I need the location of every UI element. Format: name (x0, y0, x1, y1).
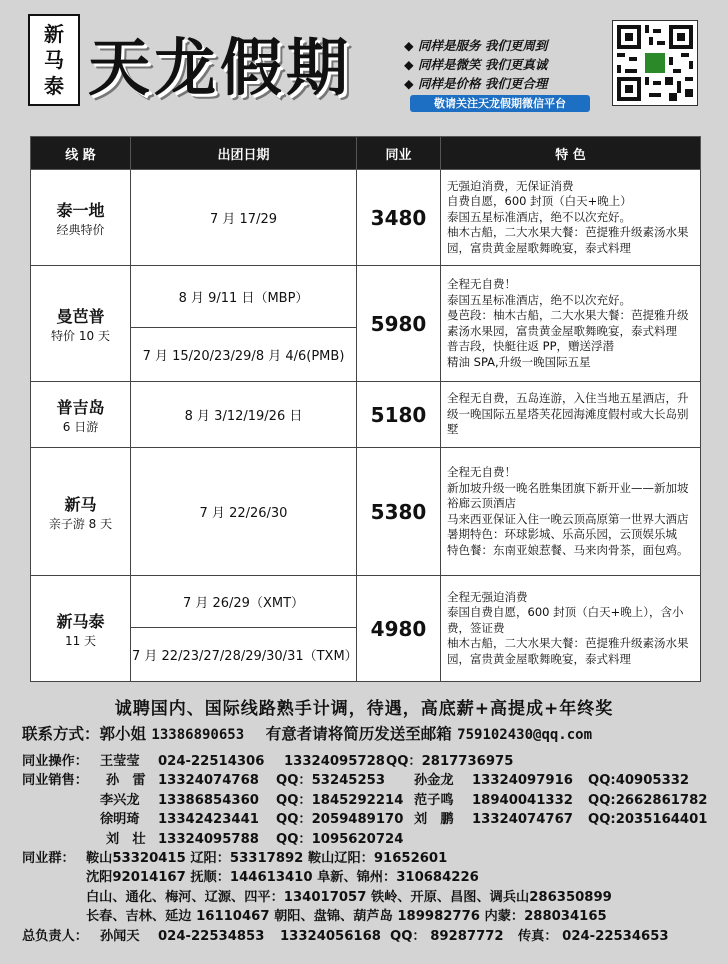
route-cell (31, 382, 131, 448)
sales-mobile: 13324074767 (472, 812, 573, 828)
sales-name: 刘 鹏 (414, 812, 454, 828)
route-subtitle: 11 天 (64, 633, 97, 648)
price-cell: 4980 (357, 576, 441, 682)
contact-email-label: 有意者请将简历发送至邮箱 (265, 725, 452, 743)
route-cell (31, 266, 131, 382)
table-row (31, 382, 701, 448)
features-text: 全程无自费！ 新加坡升级一晚名胜集团旗下新开业——新加坡裕廊云顶酒店 马来西亚保证入住一晚云顶高原第一世界大酒店 暑期特色：环球影城、乐高乐园，云顶娱乐城 特色餐：东南亚娘惹餐、马来肉骨茶，面包鸡。 (447, 465, 689, 557)
route-name: 新马 (64, 494, 97, 514)
price-cell: 5980 (357, 266, 441, 382)
chief-qq: QQ： 89287772 (390, 928, 504, 944)
features-text: 无强迫消费，无保证消费 自费自愿，600 封顶（白天+晚上） 泰国五星标准酒店，绝不以次充好。 柚木古船，二大水果大餐：芭提雅升级素汤水果园，富贵黄金屋歌舞晚宴，泰式料理 (447, 178, 689, 255)
route-subtitle: 经典特价 (56, 222, 105, 237)
sales-row (22, 830, 717, 849)
sales-qq: QQ：2059489170 (276, 812, 404, 828)
features-cell (441, 382, 701, 448)
sales-row (22, 810, 717, 829)
sales-qq: QQ:2662861782 (588, 792, 708, 808)
route-table (30, 136, 701, 682)
route-cell (31, 170, 131, 266)
route-name: 泰一地 (56, 200, 105, 220)
route-subtitle: 特价 10 天 (51, 328, 110, 343)
qr-code-icon (612, 20, 698, 106)
sales-name: 刘 壮 (106, 831, 146, 847)
route-cell (31, 576, 131, 682)
page-title: 天龙假期 (88, 31, 353, 104)
contact-directory (22, 752, 717, 946)
col-header-dates: 出团日期 (131, 137, 357, 170)
ops-mobile: 13324095728 (284, 754, 385, 769)
sales-mobile: 18940041332 (472, 792, 573, 808)
sales-mobile: 13324095788 (158, 831, 259, 847)
groups-row (22, 868, 717, 887)
slogans (404, 36, 604, 93)
col-header-features: 特 色 (441, 137, 701, 170)
slogan: ◆ 同样是价格 我们更合理 (404, 74, 604, 93)
sales-row (22, 791, 717, 810)
sales-name: 徐明琦 (100, 812, 140, 828)
sales-qq: QQ:40905332 (588, 773, 690, 789)
ops-row (22, 752, 717, 771)
recruitment-banner: 诚聘国内、国际线路熟手计调，待遇，高底薪+高提成+年终奖 (114, 699, 614, 719)
features-cell (441, 266, 701, 382)
groups-row (22, 888, 717, 907)
route-subtitle: 亲子游 8 天 (48, 516, 113, 531)
date-cell: 7 月 22/26/30 (131, 448, 357, 576)
price-cell: 3480 (357, 170, 441, 266)
features-text: 全程无强迫消费 泰国自费自愿，600 封顶（白天+晚上），含小费，签证费 柚木古船，二大水果大餐：芭提雅升级素汤水果园，富贵黄金屋歌舞晚宴，泰式料理 (447, 589, 689, 666)
groups-row (22, 907, 717, 926)
sales-mobile: 13324097916 (472, 773, 573, 789)
sales-name: 范子鸣 (414, 792, 454, 808)
ops-qq: QQ：2817736975 (386, 754, 514, 769)
ops-label: 同业操作： (22, 754, 88, 769)
chief-name: 孙闻天 (100, 928, 140, 944)
group-list: 白山、通化、梅河、辽源、四平：134017057 铁岭、开原、昌图、调兵山286350899 (86, 889, 612, 905)
route-subtitle: 6 日游 (62, 419, 99, 434)
sales-qq: QQ:2035164401 (588, 812, 708, 828)
features-cell (441, 448, 701, 576)
chief-label: 总负责人： (22, 928, 88, 944)
sales-qq: QQ：1845292214 (276, 792, 404, 808)
chief-row (22, 927, 717, 946)
wechat-note: 敬请关注天龙假期微信平台 (410, 95, 590, 112)
sales-qq: QQ：53245253 (276, 773, 386, 789)
sales-label: 同业销售： (22, 773, 88, 789)
chief-fax: 传真： 024-22534653 (518, 928, 669, 944)
sales-row (22, 771, 717, 790)
groups-row (22, 849, 717, 868)
price-cell: 5380 (357, 448, 441, 576)
table-header-row (31, 137, 701, 170)
brand-char: 马 (44, 48, 64, 72)
contact-email: 759102430@qq.com (457, 727, 593, 743)
date-cell: 8 月 3/12/19/26 日 (131, 382, 357, 448)
table-row (31, 576, 701, 628)
ops-name: 王莹莹 (100, 754, 140, 769)
contact-label: 联系方式：郭小姐 (22, 725, 147, 743)
col-header-price: 同业 (357, 137, 441, 170)
slogan: ◆ 同样是微笑 我们更真诚 (404, 55, 604, 74)
route-name: 普吉岛 (56, 397, 105, 417)
sales-name: 孙 雷 (106, 773, 146, 789)
chief-tel: 024-22534853 (158, 928, 265, 944)
date-cell: 7 月 26/29（XMT） (131, 576, 357, 628)
groups-label: 同业群： (22, 850, 75, 866)
col-header-route: 线 路 (31, 137, 131, 170)
date-cell: 7 月 22/23/27/28/29/30/31（TXM） (131, 628, 357, 682)
contact-phone: 13386890653 (151, 727, 245, 743)
ops-tel: 024-22514306 (158, 754, 265, 769)
contact-line (22, 722, 712, 744)
brand-logo (28, 14, 80, 106)
price-cell: 5180 (357, 382, 441, 448)
date-cell: 8 月 9/11 日（MBP） (131, 266, 357, 328)
table-row (31, 448, 701, 576)
features-text: 全程无自费，五岛连游，入住当地五星酒店，升级一晚国际五星塔芙花园海滩度假村或大长岛别墅 (447, 391, 689, 437)
date-cell: 7 月 15/20/23/29/8 月 4/6(PMB) (131, 328, 357, 382)
group-list: 沈阳92014167 抚顺：144613410 阜新、锦州：310684226 (86, 870, 479, 886)
chief-mobile: 13324056168 (280, 928, 381, 944)
features-cell (441, 576, 701, 682)
table-row (31, 266, 701, 328)
features-cell (441, 170, 701, 266)
sales-mobile: 13342423441 (158, 812, 259, 828)
route-name: 新马泰 (56, 611, 105, 631)
table-row (31, 170, 701, 266)
date-cell: 7 月 17/29 (131, 170, 357, 266)
brand-char: 泰 (44, 74, 64, 98)
route-name: 曼芭普 (56, 306, 105, 326)
sales-name: 孙金龙 (414, 773, 454, 789)
features-text: 全程无自费！ 泰国五星标准酒店，绝不以次充好。 曼芭段：柚木古船，二大水果大餐：芭提雅升级素汤水果园，富贵黄金屋歌舞晚宴，泰式料理 普吉段，快艇往返 PP，赠送浮潜 精油 SPA,升级一晚国际五星 (447, 277, 689, 369)
sales-mobile: 13324074768 (158, 773, 259, 789)
sales-name: 李兴龙 (100, 792, 140, 808)
group-list: 鞍山53320415 辽阳：53317892 鞍山辽阳：91652601 (86, 850, 448, 866)
sales-qq: QQ：1095620724 (276, 831, 404, 847)
brand-char: 新 (44, 22, 64, 46)
sales-mobile: 13386854360 (158, 792, 259, 808)
group-list: 长春、吉林、延边 16110467 朝阳、盘锦、葫芦岛 189982776 内蒙：288034165 (86, 909, 607, 925)
slogan: ◆ 同样是服务 我们更周到 (404, 36, 604, 55)
route-cell (31, 448, 131, 576)
